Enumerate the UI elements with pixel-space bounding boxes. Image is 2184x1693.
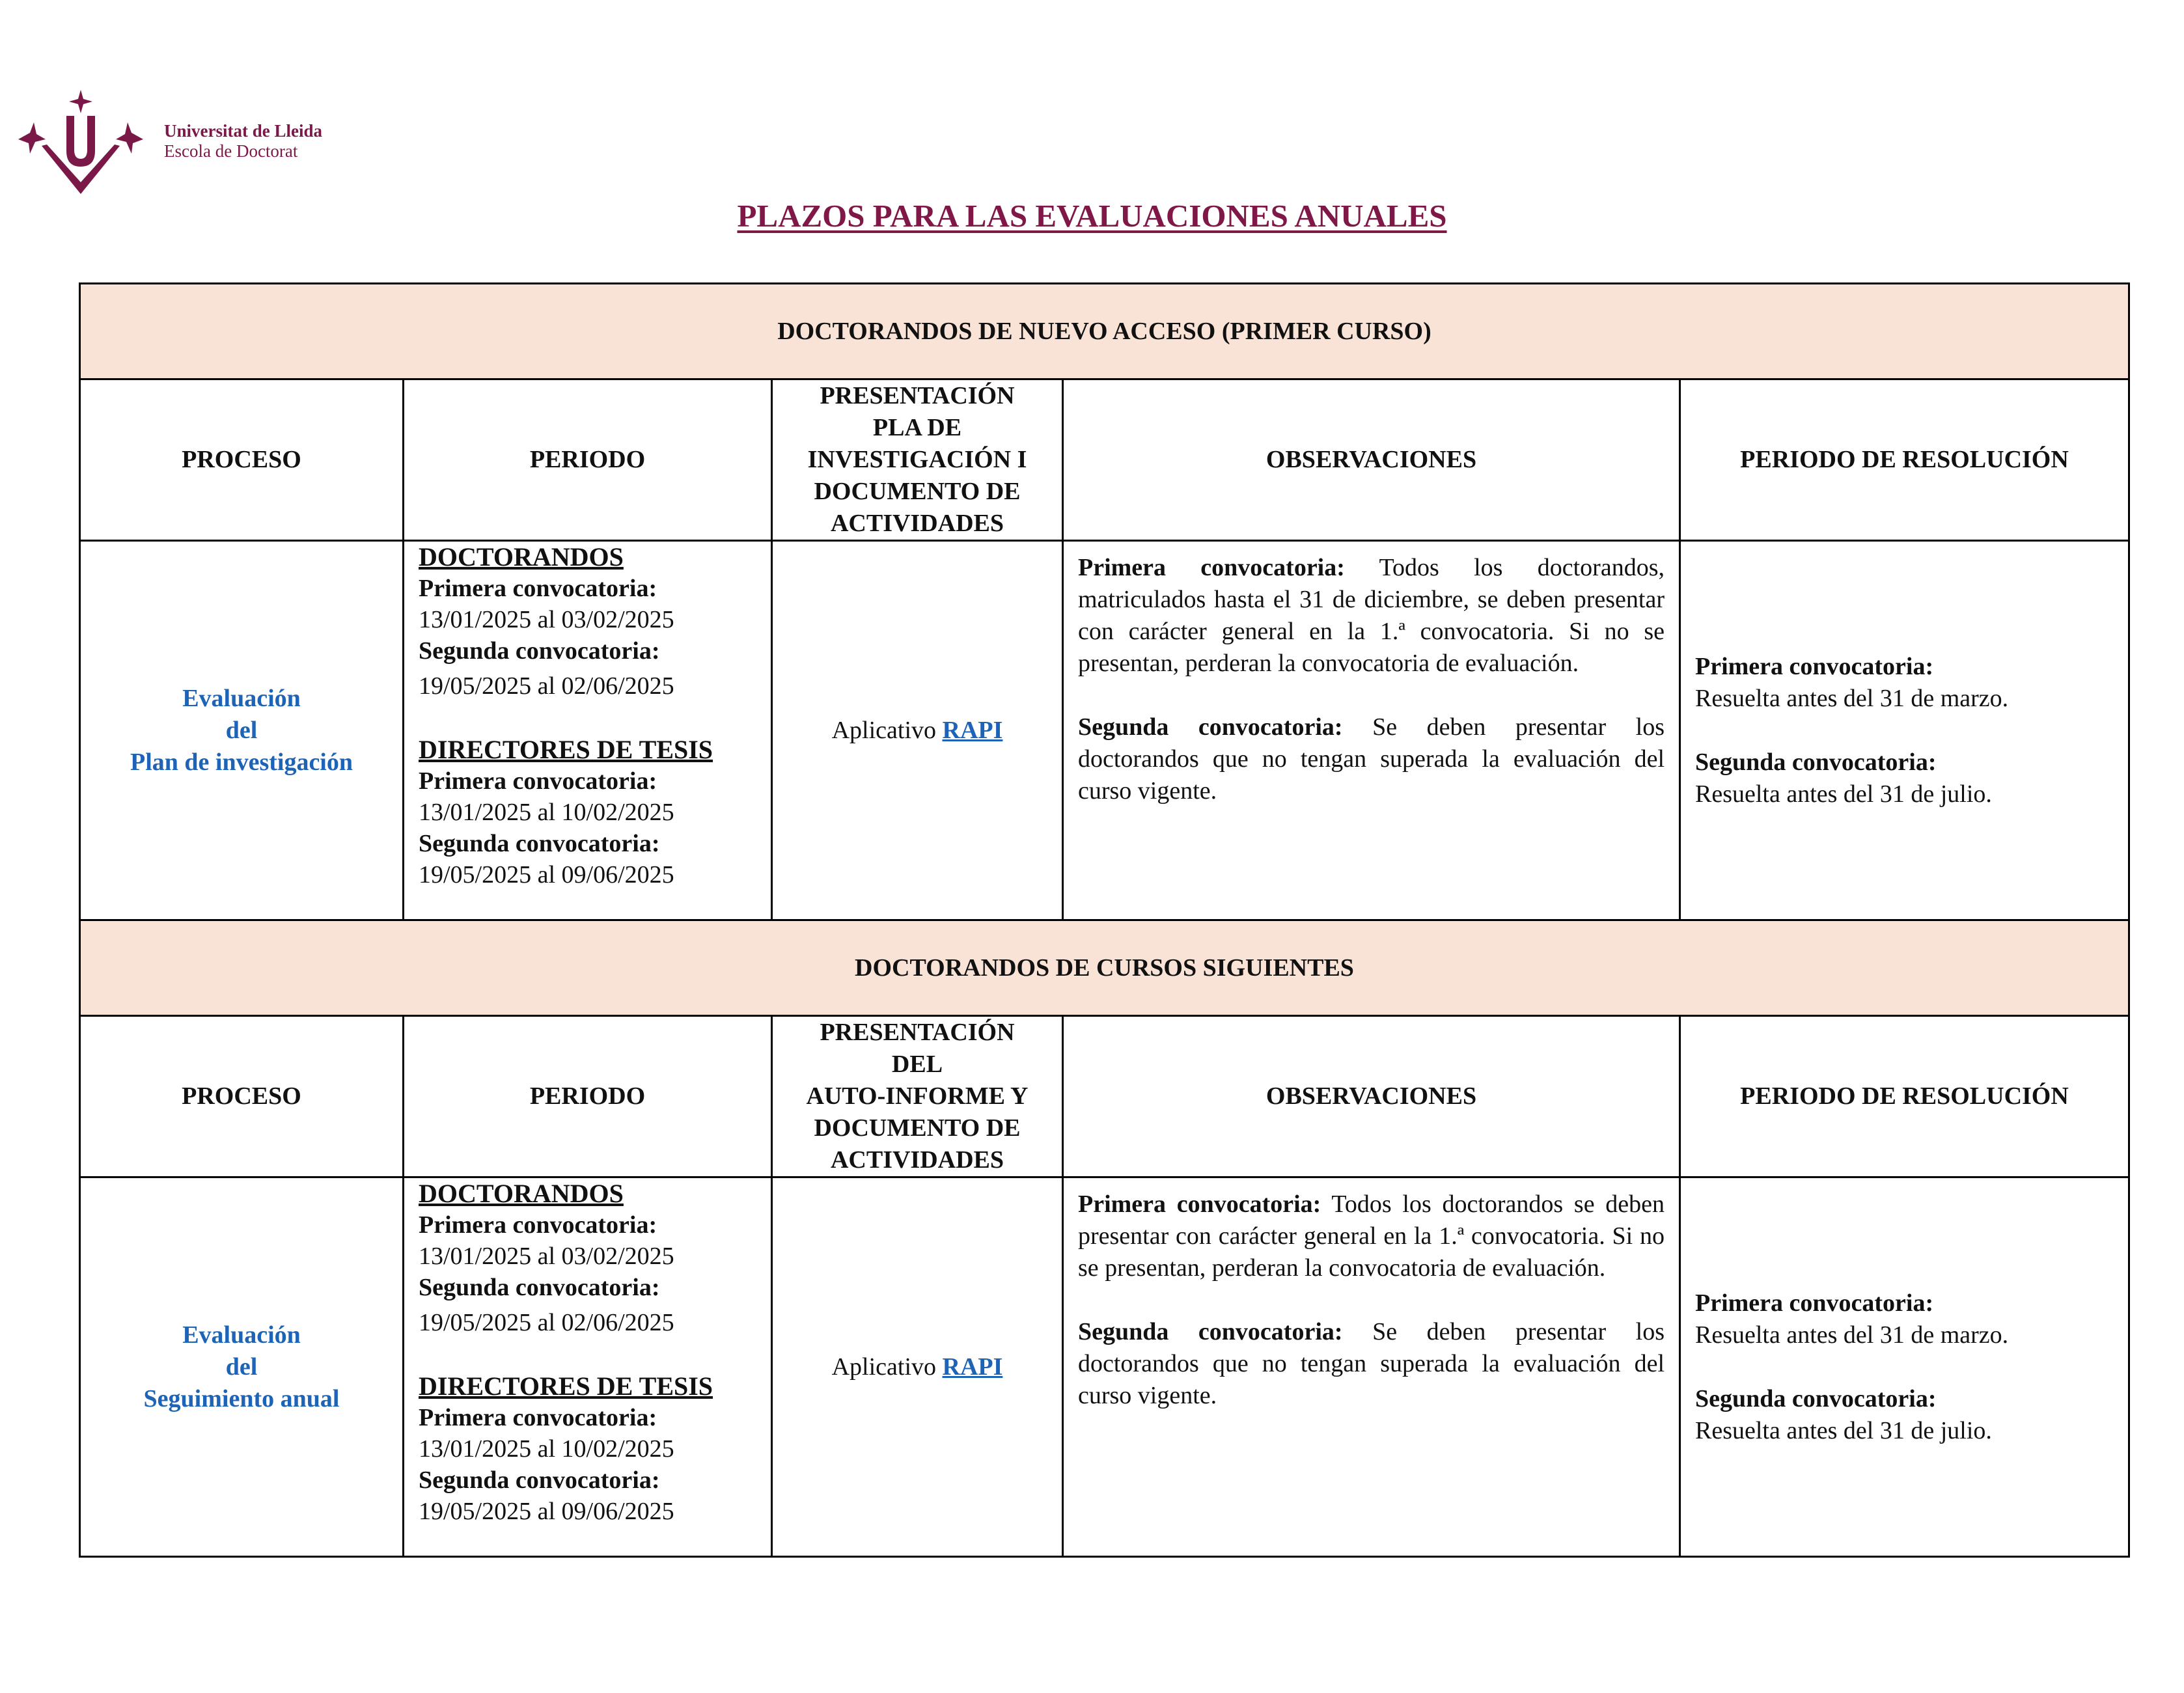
header-resolucion: PERIODO DE RESOLUCIÓN: [1680, 1016, 2129, 1177]
doctorandos-heading: DOCTORANDOS: [419, 1179, 624, 1208]
observaciones-cell: [1063, 1177, 1680, 1557]
observacion-paragraph: [1078, 1189, 1665, 1284]
header-observaciones: OBSERVACIONES: [1063, 379, 1680, 541]
header-row: [80, 1016, 2129, 1177]
resolucion-paragraph: [1695, 1287, 2114, 1351]
logo-chevron: [42, 145, 120, 194]
resolucion-cell: [1680, 541, 2129, 920]
observacion-label: Segunda convocatoria:: [1078, 1318, 1343, 1345]
resolucion-text: Resuelta antes del 31 de marzo.: [1695, 1321, 2009, 1349]
header-presentacion: [772, 1016, 1063, 1177]
logo-star-left: [18, 122, 46, 154]
presentacion-prefix: Aplicativo: [831, 716, 936, 744]
section-band: DOCTORANDOS DE CURSOS SIGUIENTES: [80, 920, 2129, 1016]
header-proceso: PROCESO: [80, 1016, 404, 1177]
header-presentacion-line: AUTO-INFORME Y: [806, 1082, 1029, 1110]
convocatoria-label: Segunda convocatoria:: [419, 637, 660, 665]
convocatoria-dates: 19/05/2025 al 09/06/2025: [419, 861, 674, 888]
resolucion-paragraph: [1695, 747, 2114, 810]
header-presentacion-line: DOCUMENTO DE: [814, 1114, 1021, 1142]
logo-star-top: [69, 90, 92, 113]
convocatoria-label: Segunda convocatoria:: [419, 1466, 660, 1494]
section-band: DOCTORANDOS DE NUEVO ACCESO (PRIMER CURSO): [80, 284, 2129, 379]
observacion-text: Todos los doctorandos, matriculados hasta el 31 de diciembre, se deben presentar con carácter general en la 1.ª convocatoria. Si no se presentan, perderan la convocatoria de evaluación.: [1078, 554, 1665, 677]
doctorandos-heading: DOCTORANDOS: [419, 542, 624, 571]
observacion-paragraph: [1078, 711, 1665, 807]
proceso-line: del: [225, 1353, 258, 1381]
proceso-line: Seguimiento anual: [143, 1384, 340, 1412]
convocatoria-label: Primera convocatoria:: [419, 767, 657, 795]
observacion-text: Se deben presentar los doctorandos que no tengan superada la evaluación del curso vigente.: [1078, 713, 1665, 805]
convocatoria-dates: 19/05/2025 al 09/06/2025: [419, 1498, 674, 1525]
convocatoria-dates: 13/01/2025 al 10/02/2025: [419, 799, 674, 826]
presentacion-prefix: Aplicativo: [831, 1353, 936, 1381]
convocatoria-dates: 13/01/2025 al 03/02/2025: [419, 606, 674, 633]
header-row: [80, 379, 2129, 541]
convocatoria-label: Primera convocatoria:: [419, 1404, 657, 1431]
deadlines-table: [79, 282, 2130, 1558]
rapi-link[interactable]: RAPI: [942, 716, 1003, 744]
observacion-text: Todos los doctorandos se deben presentar con carácter general en la 1.ª convocatoria. Si no se presentan, perderan la convocatoria de evaluación.: [1078, 1191, 1665, 1282]
logo-star-right: [116, 122, 143, 154]
convocatoria-dates: 19/05/2025 al 02/06/2025: [419, 1309, 674, 1336]
proceso-line: Evaluación: [182, 684, 301, 712]
university-logo: [18, 90, 148, 194]
university-name-block: [164, 121, 322, 161]
university-name: Universitat de Lleida: [164, 121, 322, 141]
periodo-cell: [404, 541, 772, 920]
header-presentacion-line: ACTIVIDADES: [830, 1146, 1004, 1174]
resolucion-text: Resuelta antes del 31 de marzo.: [1695, 684, 2009, 712]
table-row: [80, 541, 2129, 920]
header-observaciones: OBSERVACIONES: [1063, 1016, 1680, 1177]
header-presentacion-line: INVESTIGACIÓN I: [807, 446, 1027, 473]
resolucion-label: Primera convocatoria:: [1695, 652, 1934, 680]
resolucion-text: Resuelta antes del 31 de julio.: [1695, 780, 1992, 808]
directores-heading: DIRECTORES DE TESIS: [419, 735, 713, 764]
convocatoria-label: Segunda convocatoria:: [419, 1274, 660, 1301]
convocatoria-dates: 13/01/2025 al 10/02/2025: [419, 1435, 674, 1463]
logo-letter-u: [66, 116, 95, 167]
observacion-paragraph: [1078, 552, 1665, 680]
proceso-line: Plan de investigación: [130, 748, 353, 776]
rapi-link[interactable]: RAPI: [942, 1353, 1003, 1381]
header-presentacion-line: DOCUMENTO DE: [814, 478, 1021, 505]
convocatoria-dates: 13/01/2025 al 03/02/2025: [419, 1243, 674, 1270]
school-name: Escola de Doctorat: [164, 141, 298, 161]
header-proceso: PROCESO: [80, 379, 404, 541]
header-presentacion-line: DEL: [891, 1051, 943, 1078]
header-presentacion-line: ACTIVIDADES: [830, 510, 1004, 537]
observacion-paragraph: [1078, 1316, 1665, 1412]
resolucion-paragraph: [1695, 651, 2114, 715]
observacion-label: Primera convocatoria:: [1078, 554, 1345, 581]
page-title: PLAZOS PARA LAS EVALUACIONES ANUALES: [737, 198, 1447, 234]
observacion-label: Segunda convocatoria:: [1078, 713, 1343, 741]
convocatoria-label: Primera convocatoria:: [419, 575, 657, 602]
presentacion-cell: [772, 1177, 1063, 1557]
table-row: [80, 1177, 2129, 1557]
proceso-line: del: [225, 716, 258, 744]
directores-heading: DIRECTORES DE TESIS: [419, 1371, 713, 1401]
convocatoria-label: Segunda convocatoria:: [419, 830, 660, 857]
header-presentacion-line: PRESENTACIÓN: [820, 382, 1015, 409]
resolucion-label: Segunda convocatoria:: [1695, 1384, 1937, 1412]
resolucion-text: Resuelta antes del 31 de julio.: [1695, 1416, 1992, 1444]
periodo-cell: [404, 1177, 772, 1557]
observacion-text: Se deben presentar los doctorandos que no tengan superada la evaluación del curso vigente.: [1078, 1318, 1665, 1409]
presentacion-cell: [772, 541, 1063, 920]
header-presentacion-line: PLA DE: [872, 414, 962, 441]
proceso-cell: [80, 541, 404, 920]
resolucion-paragraph: [1695, 1383, 2114, 1447]
observacion-label: Primera convocatoria:: [1078, 1191, 1321, 1218]
proceso-cell: [80, 1177, 404, 1557]
header-periodo: PERIODO: [404, 379, 772, 541]
header-periodo: PERIODO: [404, 1016, 772, 1177]
convocatoria-label: Primera convocatoria:: [419, 1211, 657, 1239]
resolucion-label: Segunda convocatoria:: [1695, 748, 1937, 776]
resolucion-cell: [1680, 1177, 2129, 1557]
header-presentacion-line: PRESENTACIÓN: [820, 1019, 1015, 1046]
header-presentacion: [772, 379, 1063, 541]
resolucion-label: Primera convocatoria:: [1695, 1289, 1934, 1317]
header-resolucion: PERIODO DE RESOLUCIÓN: [1680, 379, 2129, 541]
convocatoria-dates: 19/05/2025 al 02/06/2025: [419, 672, 674, 700]
proceso-line: Evaluación: [182, 1321, 301, 1349]
observaciones-cell: [1063, 541, 1680, 920]
